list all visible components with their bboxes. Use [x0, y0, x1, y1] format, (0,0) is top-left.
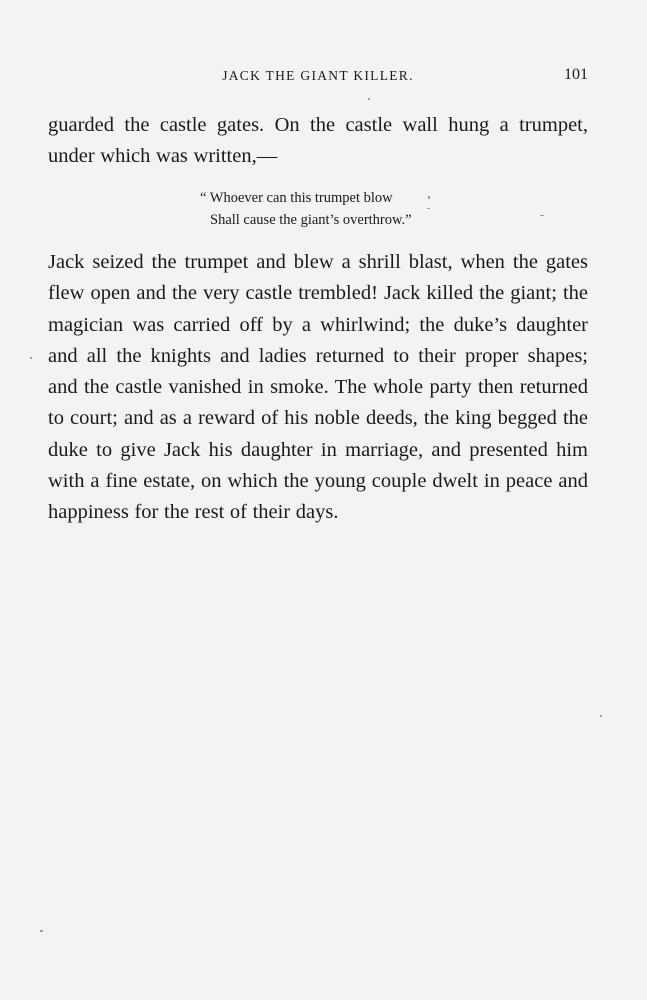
paragraph-2: Jack seized the trumpet and blew a shrill blast, when the gates flew open and the very castle trembled! Jack killed the giant; the magician was carried off by a whirlwind; the duke’s daughter and all the knights and ladies returned to their proper shapes; and the castle vanished in smoke. The whole party then returned to court; and as a reward of his noble deeds, the king begged the duke to give Jack his daughter in marriage, and presented him with a fine estate, on which the young couple dwelt in peace and happiness for the rest of their days.: [48, 251, 588, 524]
running-header: [48, 66, 588, 86]
verse-line-2: Shall cause the giant’s overthrow.”: [210, 212, 412, 228]
paper-speck: [428, 196, 430, 199]
verse-inscription: [200, 187, 412, 231]
paper-speck: [427, 208, 430, 209]
paper-speck: [368, 98, 370, 100]
page-number: 101: [564, 66, 588, 83]
paper-speck: [540, 215, 544, 216]
paragraph-1: guarded the castle gates. On the castle wall hung a trumpet, under which was written,—: [48, 114, 588, 168]
paper-speck: [600, 715, 602, 717]
paper-speck: [40, 930, 43, 932]
paper-speck: [30, 357, 32, 359]
running-title: JACK THE GIANT KILLER.: [222, 68, 414, 83]
verse-line-1: “ Whoever can this trumpet blow: [200, 190, 393, 206]
